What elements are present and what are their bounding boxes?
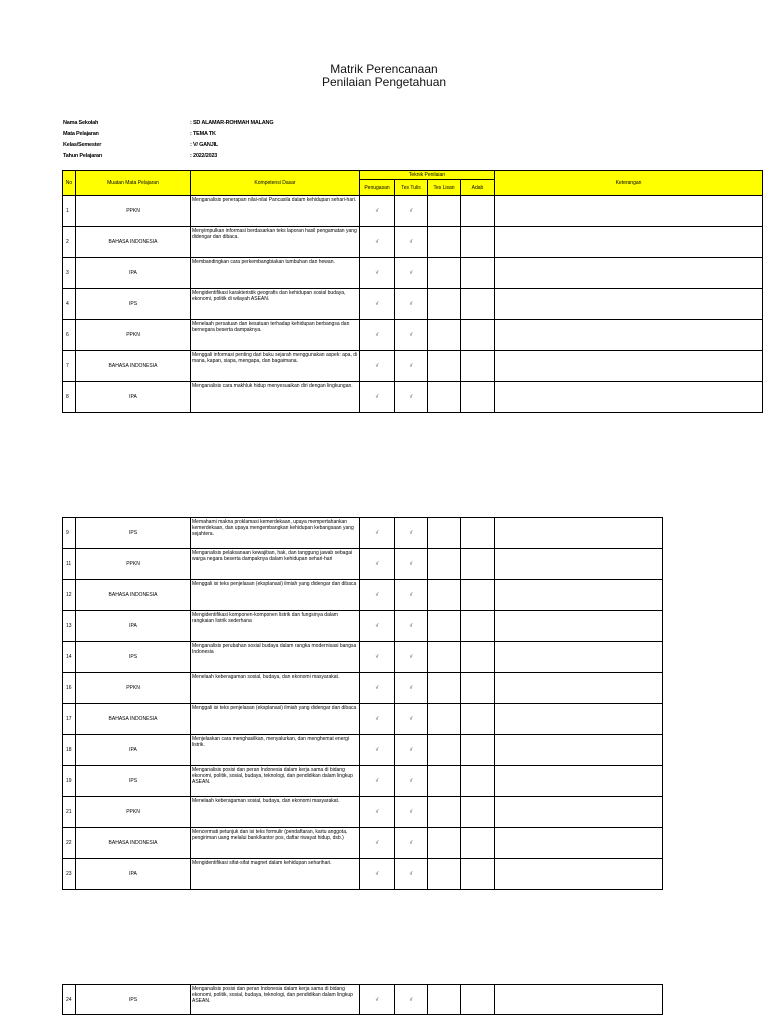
row-competency: Membandingkan cara perkembangbiakan tumbuhan dan hewan.: [191, 258, 360, 289]
table-row: [63, 227, 763, 258]
header-kompetensi-dasar: Kompetensi Dasar: [191, 171, 360, 196]
row-number: 17: [63, 704, 76, 735]
row-subject: PPKN: [76, 549, 191, 580]
row-competency: Menelaah keberagaman sosial, budaya, dan ekonomi masyarakat.: [191, 797, 360, 828]
row-competency: Memahami makna proklamasi kemerdekaan, upaya mempertahankan kemerdekaan, dan upaya mengembangkan kehidupan kebangsaan yang sejahtera.: [191, 518, 360, 549]
row-tes-tulis-check: √: [395, 351, 428, 382]
row-tes-lisan: [428, 673, 461, 704]
row-competency: Menggali isi teks penjelasan (eksplanasi) ilmiah yang didengar dan dibaca: [191, 580, 360, 611]
row-competency: Menganalisis cara makhluk hidup menyesuaikan diri dengan lingkungan.: [191, 382, 360, 413]
row-competency: Menyimpulkan informasi berdasarkan teks laporan hasil pengamatan yang didengar dan dibaca.: [191, 227, 360, 258]
row-adab: [461, 549, 495, 580]
row-penugasan-check: √: [360, 828, 395, 859]
header-keterangan: Keterangan: [495, 171, 763, 196]
row-penugasan-check: √: [360, 196, 395, 227]
row-keterangan: [495, 258, 763, 289]
row-number: 12: [63, 580, 76, 611]
row-number: 2: [63, 227, 76, 258]
row-subject: IPA: [76, 258, 191, 289]
row-tes-tulis-check: √: [395, 797, 428, 828]
row-number: 14: [63, 642, 76, 673]
row-number: 19: [63, 766, 76, 797]
table-row: [63, 704, 663, 735]
row-competency: Menganalisis perubahan sosial budaya dalam rangka modernisasi bangsa Indonesia: [191, 642, 360, 673]
row-tes-tulis-check: √: [395, 580, 428, 611]
row-adab: [461, 580, 495, 611]
row-subject: BAHASA INDONESIA: [76, 704, 191, 735]
row-competency: Menelaah keberagaman sosial, budaya, dan ekonomi masyarakat.: [191, 673, 360, 704]
table-row: [63, 735, 663, 766]
row-keterangan: [495, 642, 663, 673]
row-tes-tulis-check: √: [395, 289, 428, 320]
row-tes-tulis-check: √: [395, 985, 428, 1015]
row-keterangan: [495, 766, 663, 797]
row-tes-lisan: [428, 642, 461, 673]
row-adab: [461, 518, 495, 549]
row-subject: IPA: [76, 611, 191, 642]
row-penugasan-check: √: [360, 289, 395, 320]
row-tes-tulis-check: √: [395, 766, 428, 797]
row-adab: [461, 196, 495, 227]
table-row: [63, 766, 663, 797]
row-adab: [461, 673, 495, 704]
row-adab: [461, 828, 495, 859]
table-row: [63, 518, 663, 549]
row-tes-tulis-check: √: [395, 320, 428, 351]
row-tes-lisan: [428, 258, 461, 289]
row-penugasan-check: √: [360, 382, 395, 413]
row-number: 3: [63, 258, 76, 289]
row-number: 22: [63, 828, 76, 859]
row-adab: [461, 704, 495, 735]
row-keterangan: [495, 289, 763, 320]
document-subtitle: Penilaian Pengetahuan: [321, 75, 447, 89]
row-tes-lisan: [428, 580, 461, 611]
row-adab: [461, 766, 495, 797]
row-subject: IPS: [76, 985, 191, 1015]
row-number: 24: [63, 985, 76, 1015]
table-row: [63, 382, 763, 413]
row-tes-tulis-check: √: [395, 611, 428, 642]
row-tes-lisan: [428, 382, 461, 413]
table-row: [63, 549, 663, 580]
row-competency: Menggali isi teks penjelasan (eksplanasi) ilmiah yang didengar dan dibaca: [191, 704, 360, 735]
table-row: [63, 320, 763, 351]
row-penugasan-check: √: [360, 227, 395, 258]
row-tes-lisan: [428, 859, 461, 890]
row-subject: IPA: [76, 859, 191, 890]
row-tes-lisan: [428, 320, 461, 351]
table-row: [63, 196, 763, 227]
table-row: [63, 859, 663, 890]
assessment-matrix-table-continued-2: [62, 984, 663, 1015]
row-competency: Menjelaskan cara menghasilkan, menyalurkan, dan menghemat energi listrik.: [191, 735, 360, 766]
row-subject: IPS: [76, 766, 191, 797]
row-penugasan-check: √: [360, 351, 395, 382]
row-keterangan: [495, 828, 663, 859]
row-number: 23: [63, 859, 76, 890]
row-competency: Mencermati petunjuk dan isi teks formulir (pendaftaran, kartu anggota, pengiriman uang melalui bank/kantor pos, daftar riwayat hidup, dsb.): [191, 828, 360, 859]
row-number: 13: [63, 611, 76, 642]
row-adab: [461, 985, 495, 1015]
row-penugasan-check: √: [360, 859, 395, 890]
row-tes-tulis-check: √: [395, 859, 428, 890]
row-adab: [461, 642, 495, 673]
row-tes-lisan: [428, 766, 461, 797]
row-adab: [461, 859, 495, 890]
row-competency: Mengidentifikasi karakteristik geografis dan kehidupan sosial budaya, ekonomi, politik di wilayah ASEAN.: [191, 289, 360, 320]
row-tes-tulis-check: √: [395, 382, 428, 413]
row-number: 18: [63, 735, 76, 766]
row-penugasan-check: √: [360, 766, 395, 797]
row-keterangan: [495, 351, 763, 382]
assessment-matrix-table-continued: [62, 517, 663, 890]
row-competency: Menganalisis posisi dan peran Indonesia dalam kerja sama di bidang ekonomi, politik, sosial, budaya, teknologi, dan pendidikan dalam lingkup ASEAN.: [191, 985, 360, 1015]
row-adab: [461, 289, 495, 320]
row-keterangan: [495, 518, 663, 549]
row-subject: PPKN: [76, 196, 191, 227]
table-row: [63, 580, 663, 611]
header-adab: Adab: [461, 180, 495, 196]
row-subject: BAHASA INDONESIA: [76, 227, 191, 258]
row-subject: PPKN: [76, 320, 191, 351]
row-tes-tulis-check: √: [395, 196, 428, 227]
row-subject: IPA: [76, 735, 191, 766]
header-mapel: Muatan Mata Pelajaran: [76, 171, 191, 196]
row-subject: IPS: [76, 642, 191, 673]
info-label: Tahun Pelajaran: [63, 153, 103, 159]
row-keterangan: [495, 580, 663, 611]
row-keterangan: [495, 985, 663, 1015]
row-keterangan: [495, 320, 763, 351]
row-tes-tulis-check: √: [395, 227, 428, 258]
row-penugasan-check: √: [360, 642, 395, 673]
header-penugasan: Penugasan: [360, 180, 395, 196]
row-number: 21: [63, 797, 76, 828]
row-keterangan: [495, 859, 663, 890]
info-label: Mata Pelajaran: [63, 131, 99, 137]
row-tes-tulis-check: √: [395, 673, 428, 704]
row-subject: BAHASA INDONESIA: [76, 828, 191, 859]
row-penugasan-check: √: [360, 258, 395, 289]
row-subject: BAHASA INDONESIA: [76, 351, 191, 382]
document-title: Matrik Perencanaan: [330, 62, 438, 76]
row-tes-lisan: [428, 196, 461, 227]
header-no: No: [63, 171, 76, 196]
info-value: : TEMA TK: [190, 131, 216, 137]
row-competency: Mengidentifikasi sifat-sifat magnet dalam kehidupan seharihari.: [191, 859, 360, 890]
info-label: Kelas/Semester: [63, 142, 102, 148]
row-tes-lisan: [428, 735, 461, 766]
row-keterangan: [495, 382, 763, 413]
row-number: 16: [63, 673, 76, 704]
row-number: 7: [63, 351, 76, 382]
row-penugasan-check: √: [360, 985, 395, 1015]
assessment-matrix-table: [62, 170, 763, 413]
row-competency: Menggali informasi penting dari buku sejarah menggunakan aspek: apa, di mana, kapan, siapa, mengapa, dan bagaimana.: [191, 351, 360, 382]
row-adab: [461, 382, 495, 413]
table-row: [63, 611, 663, 642]
row-tes-tulis-check: √: [395, 704, 428, 735]
row-penugasan-check: √: [360, 518, 395, 549]
row-penugasan-check: √: [360, 320, 395, 351]
row-penugasan-check: √: [360, 797, 395, 828]
row-tes-lisan: [428, 985, 461, 1015]
row-tes-lisan: [428, 289, 461, 320]
info-value: : V/ GANJIL: [190, 142, 219, 148]
row-keterangan: [495, 611, 663, 642]
row-keterangan: [495, 797, 663, 828]
row-keterangan: [495, 673, 663, 704]
row-competency: Menganalisis posisi dan peran Indonesia dalam kerja sama di bidang ekonomi, politik, sosial, budaya, teknologi, dan pendidikan dalam lingkup ASEAN.: [191, 766, 360, 797]
row-adab: [461, 258, 495, 289]
row-tes-lisan: [428, 549, 461, 580]
row-tes-tulis-check: √: [395, 258, 428, 289]
row-tes-lisan: [428, 611, 461, 642]
row-subject: PPKN: [76, 797, 191, 828]
table-row: [63, 258, 763, 289]
header-teknik-penilaian: Teknik Penilaian: [360, 171, 495, 180]
row-competency: Menganalisis pelaksanaan kewajiban, hak, dan tanggung jawab sebagai warga negara beserta dampaknya dalam kehidupan sehari-hari: [191, 549, 360, 580]
row-penugasan-check: √: [360, 704, 395, 735]
info-value: : 2022/2023: [190, 153, 218, 159]
row-subject: IPA: [76, 382, 191, 413]
row-tes-lisan: [428, 518, 461, 549]
row-penugasan-check: √: [360, 611, 395, 642]
row-adab: [461, 320, 495, 351]
row-subject: BAHASA INDONESIA: [76, 580, 191, 611]
header-tes-lisan: Tes Lisan: [428, 180, 461, 196]
row-number: 4: [63, 289, 76, 320]
row-keterangan: [495, 196, 763, 227]
row-penugasan-check: √: [360, 673, 395, 704]
row-adab: [461, 351, 495, 382]
row-competency: Mengidentifikasi komponen-komponen listrik dan fungsinya dalam rangkaian listrik sederhana: [191, 611, 360, 642]
table-row: [63, 351, 763, 382]
table-row: [63, 828, 663, 859]
row-subject: PPKN: [76, 673, 191, 704]
row-number: 11: [63, 549, 76, 580]
table-row: [63, 797, 663, 828]
row-tes-tulis-check: √: [395, 735, 428, 766]
row-tes-tulis-check: √: [395, 642, 428, 673]
row-keterangan: [495, 549, 663, 580]
row-adab: [461, 227, 495, 258]
row-subject: IPS: [76, 518, 191, 549]
row-subject: IPS: [76, 289, 191, 320]
row-adab: [461, 735, 495, 766]
row-number: 1: [63, 196, 76, 227]
info-label: Nama Sekolah: [63, 120, 99, 126]
table-row: [63, 673, 663, 704]
row-tes-tulis-check: √: [395, 518, 428, 549]
row-tes-lisan: [428, 351, 461, 382]
row-number: 6: [63, 320, 76, 351]
row-tes-tulis-check: √: [395, 828, 428, 859]
info-value: : SD ALAMAR-ROHMAH MALANG: [190, 120, 274, 126]
table-row: [63, 985, 663, 1015]
row-tes-lisan: [428, 704, 461, 735]
row-penugasan-check: √: [360, 735, 395, 766]
row-tes-lisan: [428, 797, 461, 828]
row-competency: Menelaah persatuan dan kesatuan terhadap kehidupan berbangsa dan bernegara beserta dampaknya.: [191, 320, 360, 351]
row-number: 8: [63, 382, 76, 413]
row-adab: [461, 611, 495, 642]
table-row: [63, 289, 763, 320]
row-competency: Menganalisis penerapan nilai-nilai Pancasila dalam kehidupan sehari-hari.: [191, 196, 360, 227]
row-keterangan: [495, 735, 663, 766]
row-adab: [461, 797, 495, 828]
row-penugasan-check: √: [360, 549, 395, 580]
row-penugasan-check: √: [360, 580, 395, 611]
row-tes-tulis-check: √: [395, 549, 428, 580]
row-keterangan: [495, 227, 763, 258]
row-number: 9: [63, 518, 76, 549]
row-tes-lisan: [428, 227, 461, 258]
table-row: [63, 642, 663, 673]
row-keterangan: [495, 704, 663, 735]
row-tes-lisan: [428, 828, 461, 859]
header-tes-tulis: Tes Tulis: [395, 180, 428, 196]
